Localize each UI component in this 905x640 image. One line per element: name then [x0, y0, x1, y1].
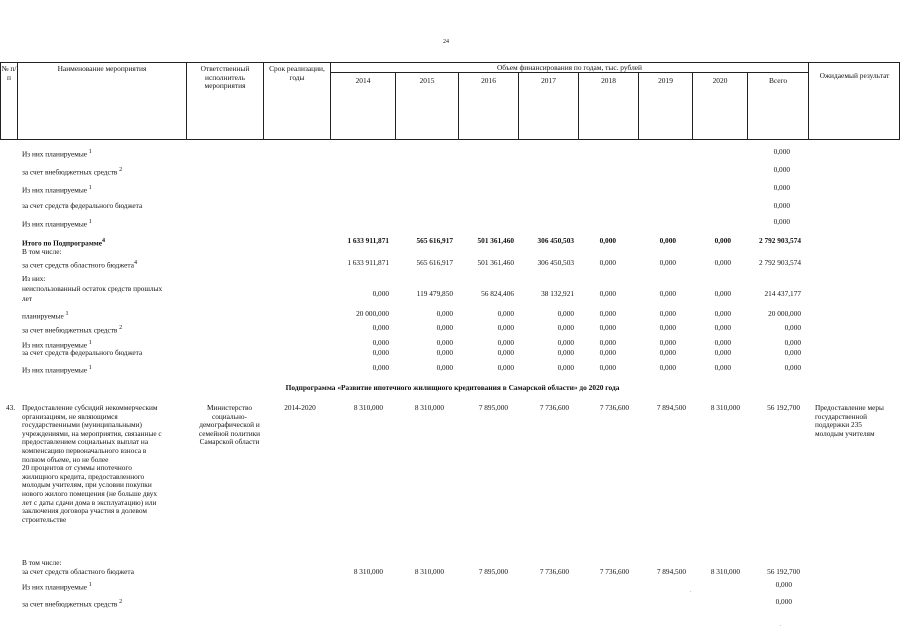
row-label: за счет средств федерального бюджета [22, 348, 143, 357]
header-divider [17, 62, 18, 140]
header-divider [808, 62, 809, 140]
value-cell: 0,000 [659, 236, 676, 245]
header-year: 2014 [355, 76, 371, 85]
value-cell: 119 479,850 [416, 289, 453, 298]
total-cell: 2 792 903,574 [759, 236, 801, 245]
value-cell: 0,000 [599, 309, 616, 318]
row-label: Из них планируемые $^1$ [22, 219, 92, 229]
row-label: за счет средств федерального бюджета [22, 201, 143, 210]
header-year: 2020 [712, 76, 728, 85]
row-label: Из них планируемые $^1$ [22, 365, 92, 375]
item-name: Предоставление субсидий некоммерческим организациям, не являющимся государственными (муниципальными) учреждениями, на мероприятия, связанные с предоставлением социальных выплат на компенсацию первоначального взноса в полном объеме, но не более 20 процентов от суммы ипотечного жилищного кредита, предоставленного молодым учителям, при условии покупки нового жилого помещения (не больше двух лет с даты сдачи дома в эксплуатацию) или заключения договора участия в долевом строительстве [22, 403, 162, 524]
header-year: 2019 [658, 76, 673, 85]
value-cell: 0,000 [497, 323, 514, 332]
value-cell: 0,000 [557, 338, 574, 347]
value-cell: 0,000 [436, 348, 453, 357]
value-cell: 56 824,406 [481, 289, 514, 298]
value-cell: 0,000 [599, 323, 616, 332]
value-cell: 501 361,460 [477, 258, 514, 267]
item-term: 2014-2020 [284, 403, 316, 412]
header-result: Ожидаемый результат [819, 71, 890, 80]
value-cell: 0,000 [599, 236, 616, 245]
value-cell: 0,000 [436, 363, 453, 372]
row-label: лет [22, 294, 33, 303]
value-cell: 0,000 [659, 289, 676, 298]
header-top-line [0, 62, 900, 63]
value-cell: 0,000 [497, 348, 514, 357]
value-cell: 7 736,600 [599, 403, 629, 412]
value-cell: 0,000 [714, 309, 731, 318]
total-cell: 0,000 [784, 323, 801, 332]
value-cell: 0,000 [372, 338, 389, 347]
value-cell: 0,000 [659, 258, 676, 267]
value-cell: 7 736,600 [539, 567, 569, 576]
value-cell: 7 894,500 [656, 567, 686, 576]
total-cell: 0,000 [784, 363, 801, 372]
total-cell: 0,000 [784, 338, 801, 347]
total-cell: 0,000 [773, 183, 790, 192]
header-divider [186, 62, 187, 140]
header-divider [263, 62, 264, 140]
total-cell: 0,000 [773, 165, 790, 174]
in-that-label: В том числе: [22, 558, 62, 567]
value-cell: 7 736,600 [539, 403, 569, 412]
value-cell: 0,000 [557, 348, 574, 357]
value-cell: 0,000 [557, 309, 574, 318]
value-cell: 0,000 [599, 338, 616, 347]
header-year: 2018 [601, 76, 616, 85]
value-cell: 7 895,000 [478, 403, 508, 412]
value-cell: 1 633 911,871 [347, 258, 389, 267]
row-label: неиспользованный остаток средств прошлых [22, 284, 163, 293]
value-cell: 501 361,460 [477, 236, 514, 245]
value-cell: 0,000 [714, 258, 731, 267]
row-label: за счет средств областного бюджета$^4$ [22, 260, 137, 270]
total-cell: 0,000 [773, 147, 790, 156]
row-label: Из них планируемые $^1$ [22, 149, 92, 159]
value-cell: 0,000 [659, 363, 676, 372]
row-label: Из них планируемые $^1$ [22, 582, 92, 592]
value-cell: 0,000 [372, 323, 389, 332]
row-label: за счет внебюджетных средств $^2$ [22, 599, 123, 609]
header-bottom-line [0, 139, 900, 140]
value-cell: 8 310,000 [710, 403, 740, 412]
total-cell: 0,000 [784, 348, 801, 357]
total-cell: 20 000,000 [768, 309, 801, 318]
table-header [0, 62, 900, 140]
item-responsible: Министерство социально- демографической и семейной политики Самарской области [198, 403, 261, 447]
total-cell: 2 792 903,574 [759, 258, 801, 267]
value-cell: 0,000 [714, 289, 731, 298]
value-cell: 0,000 [599, 363, 616, 372]
value-cell: 0,000 [599, 348, 616, 357]
value-cell: 0,000 [599, 258, 616, 267]
page-number: 24 [443, 39, 449, 45]
value-cell: 7 736,600 [599, 567, 629, 576]
total-cell: 214 437,177 [764, 289, 801, 298]
value-cell: 0,000 [372, 348, 389, 357]
total-cell: 0,000 [775, 597, 792, 606]
value-cell: 0,000 [659, 348, 676, 357]
header-divider [899, 62, 900, 140]
value-cell: 0,000 [436, 309, 453, 318]
row-label: за счет внебюджетных средств $^2$ [22, 167, 123, 177]
row-label: Из них планируемые $^1$ [22, 185, 92, 195]
value-cell: 8 310,000 [710, 567, 740, 576]
value-cell: 8 310,000 [414, 567, 444, 576]
value-cell: 0,000 [659, 309, 676, 318]
value-cell: 0,000 [372, 289, 389, 298]
total-cell: 56 192,700 [767, 567, 800, 576]
value-cell: 0,000 [436, 338, 453, 347]
value-cell: 8 310,000 [353, 403, 383, 412]
total-cell: 0,000 [773, 201, 790, 210]
value-cell: 38 132,921 [541, 289, 574, 298]
value-cell: 0,000 [557, 363, 574, 372]
value-cell: 0,000 [714, 236, 731, 245]
total-cell: 0,000 [775, 580, 792, 589]
value-cell: 8 310,000 [353, 567, 383, 576]
value-cell: 0,000 [599, 289, 616, 298]
value-cell: 565 616,917 [416, 236, 453, 245]
header-num: № п/п [1, 64, 17, 82]
value-cell: 306 450,503 [537, 258, 574, 267]
value-cell: 8 310,000 [414, 403, 444, 412]
value-cell: 306 450,503 [537, 236, 574, 245]
header-financing: Объем финансирования по годам, тыс. рублей [496, 63, 643, 72]
value-cell: 0,000 [714, 323, 731, 332]
subprogram-title: Подпрограмма «Развитие ипотечного жилищного кредитования в Самарской области» до 2020 года [285, 383, 620, 392]
value-cell: 0,000 [659, 338, 676, 347]
header-year: 2017 [541, 76, 556, 85]
value-cell: 0,000 [714, 338, 731, 347]
scan-speck: · [780, 624, 782, 629]
header-name: Наименование мероприятия [57, 64, 147, 73]
header-term: Срок реализации, годы [269, 64, 325, 82]
of-them-label: Из них: [22, 274, 46, 283]
header-responsible: Ответственный исполнитель мероприятия [200, 64, 250, 90]
value-cell: 0,000 [497, 309, 514, 318]
item-number: 43. [6, 403, 16, 412]
value-cell: 0,000 [714, 363, 731, 372]
total-cell: 0,000 [773, 217, 790, 226]
header-year: 2016 [481, 76, 496, 85]
header-divider [330, 62, 331, 140]
value-cell: 0,000 [436, 323, 453, 332]
header-total: Всего [768, 76, 788, 85]
value-cell: 0,000 [557, 323, 574, 332]
total-cell: 56 192,700 [767, 403, 800, 412]
in-that-label: В том числе: [22, 247, 62, 256]
row-label: за счет внебюджетных средств $^2$ [22, 325, 123, 335]
value-cell: 0,000 [497, 338, 514, 347]
row-label: Итого по Подпрограмме$^4$ [22, 238, 106, 248]
value-cell: 0,000 [714, 348, 731, 357]
row-label: Из них планируемые $^1$ [22, 340, 92, 350]
value-cell: 20 000,000 [356, 309, 389, 318]
value-cell: 7 894,500 [656, 403, 686, 412]
scan-speck: · [690, 590, 692, 595]
header-year: 2015 [419, 76, 435, 85]
value-cell: 565 616,917 [416, 258, 453, 267]
value-cell: 1 633 911,871 [347, 236, 389, 245]
value-cell: 7 895,000 [478, 567, 508, 576]
item-result: Предоставление меры государственной поддержки 235 молодым учителям [815, 403, 884, 438]
row-label: за счет средств областного бюджета [22, 567, 134, 576]
row-label: планируемые $^1$ [22, 311, 69, 321]
value-cell: 0,000 [497, 363, 514, 372]
value-cell: 0,000 [372, 363, 389, 372]
value-cell: 0,000 [659, 323, 676, 332]
